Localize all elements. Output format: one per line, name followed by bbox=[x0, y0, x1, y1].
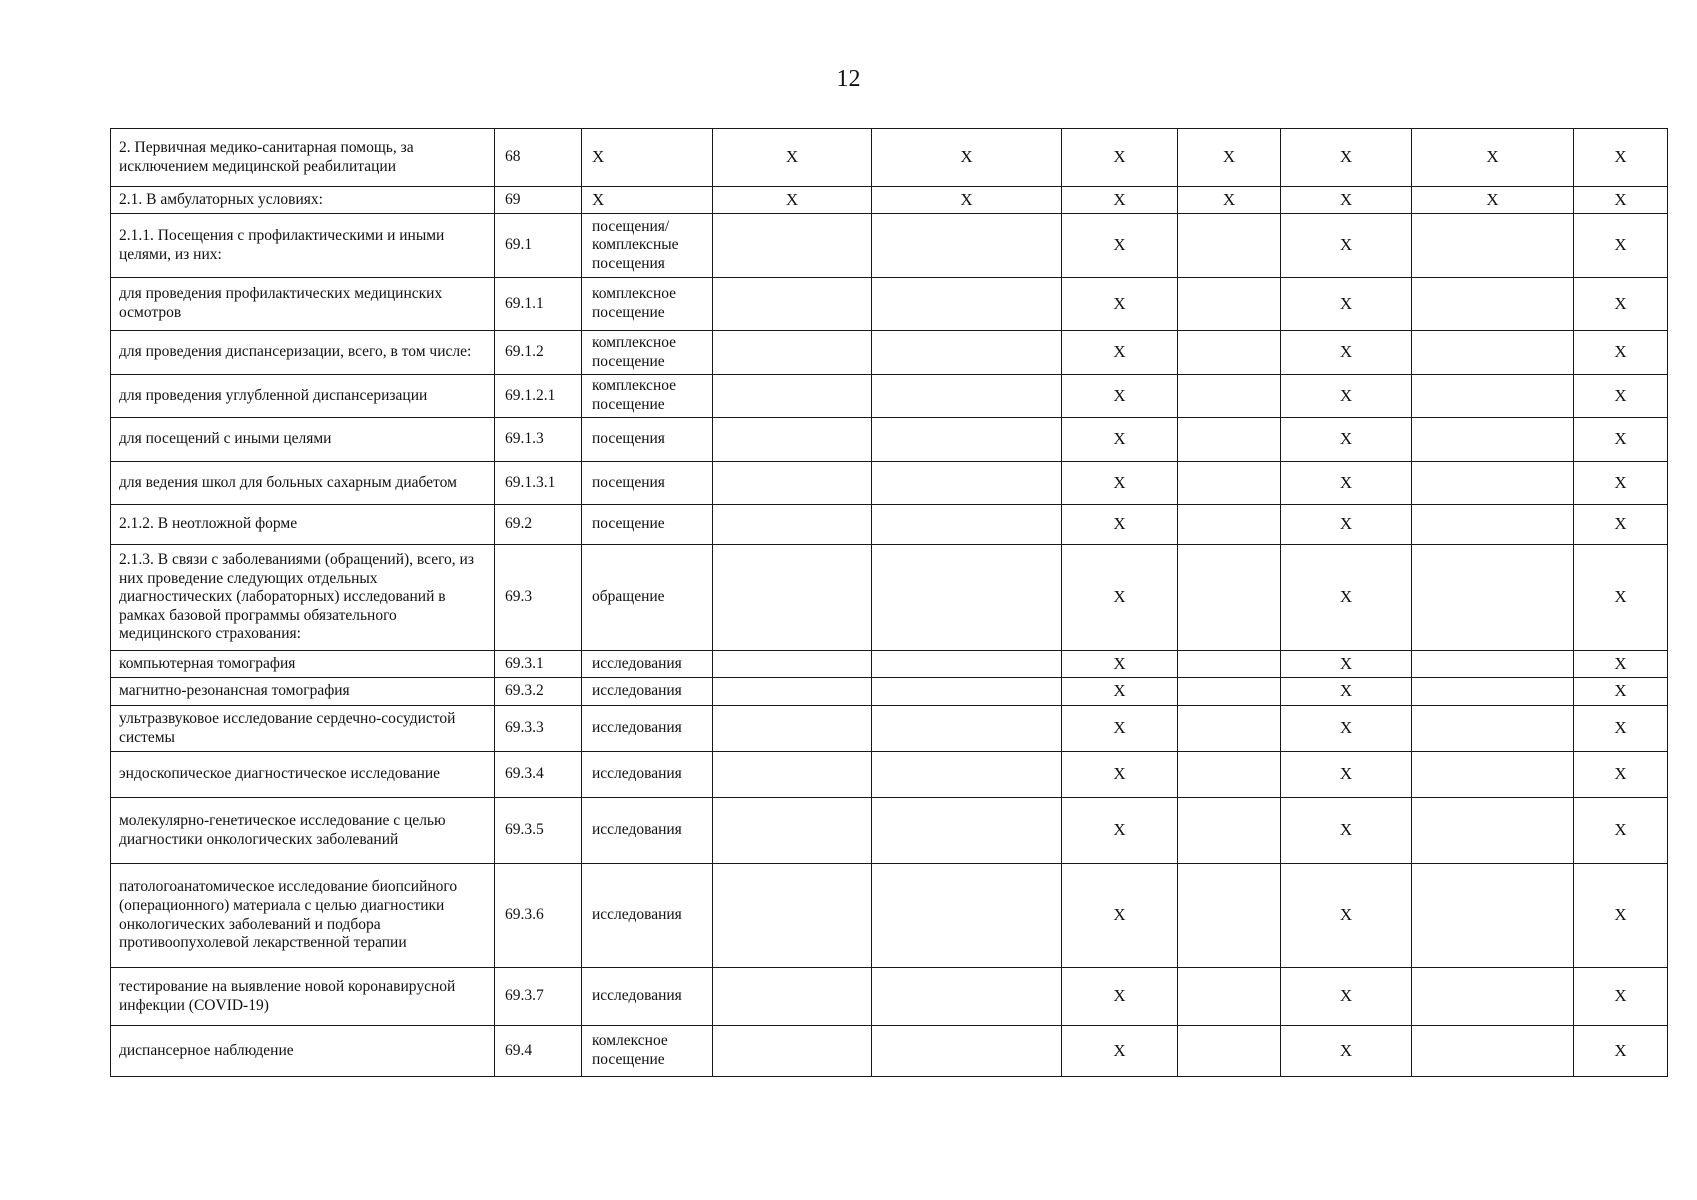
row-code: 69.3.5 bbox=[495, 798, 582, 864]
cell-col10: Х bbox=[1574, 545, 1668, 651]
row-unit: посещения bbox=[582, 462, 713, 505]
cell-col5 bbox=[872, 545, 1062, 651]
cell-col5 bbox=[872, 375, 1062, 418]
cell-col4 bbox=[713, 651, 872, 678]
row-unit: исследования bbox=[582, 752, 713, 798]
row-unit: исследования bbox=[582, 678, 713, 706]
page-number: 12 bbox=[836, 66, 861, 92]
row-unit: комплексное посещение bbox=[582, 375, 713, 418]
row-name: тестирование на выявление новой коронавирусной инфекции (COVID-19) bbox=[111, 968, 495, 1026]
cell-col6: Х bbox=[1062, 678, 1178, 706]
cell-col7: Х bbox=[1178, 187, 1281, 214]
cell-col9 bbox=[1412, 214, 1574, 278]
table-row bbox=[111, 752, 1668, 798]
row-unit: комлексное посещение bbox=[582, 1026, 713, 1077]
cell-col10: Х bbox=[1574, 752, 1668, 798]
cell-col4 bbox=[713, 968, 872, 1026]
cell-col7 bbox=[1178, 278, 1281, 331]
table-row bbox=[111, 375, 1668, 418]
cell-col8: Х bbox=[1281, 678, 1412, 706]
row-unit: комплексное посещение bbox=[582, 278, 713, 331]
cell-col7 bbox=[1178, 798, 1281, 864]
cell-col9 bbox=[1412, 278, 1574, 331]
cell-col9: Х bbox=[1412, 129, 1574, 187]
row-code: 69.3.2 bbox=[495, 678, 582, 706]
row-unit: исследования bbox=[582, 864, 713, 968]
cell-col10: Х bbox=[1574, 651, 1668, 678]
table-row bbox=[111, 545, 1668, 651]
row-unit: посещения/ комплексные посещения bbox=[582, 214, 713, 278]
table-row bbox=[111, 214, 1668, 278]
cell-col7 bbox=[1178, 651, 1281, 678]
table-row bbox=[111, 1026, 1668, 1077]
row-code: 69.3.4 bbox=[495, 752, 582, 798]
cell-col7 bbox=[1178, 462, 1281, 505]
cell-col9 bbox=[1412, 462, 1574, 505]
row-name: 2.1.1. Посещения с профилактическими и иными целями, из них: bbox=[111, 214, 495, 278]
row-code: 69.1.1 bbox=[495, 278, 582, 331]
row-code: 69.3.6 bbox=[495, 864, 582, 968]
cell-col6: Х bbox=[1062, 752, 1178, 798]
cell-col9: Х bbox=[1412, 187, 1574, 214]
row-unit: посещение bbox=[582, 505, 713, 545]
cell-col7: Х bbox=[1178, 129, 1281, 187]
cell-col4: Х bbox=[713, 129, 872, 187]
table-row bbox=[111, 505, 1668, 545]
row-name: 2. Первичная медико-санитарная помощь, за исключением медицинской реабилитации bbox=[111, 129, 495, 187]
cell-col9 bbox=[1412, 505, 1574, 545]
cell-col8: Х bbox=[1281, 462, 1412, 505]
cell-col5 bbox=[872, 505, 1062, 545]
cell-col10: Х bbox=[1574, 129, 1668, 187]
cell-col6: Х bbox=[1062, 798, 1178, 864]
cell-col4 bbox=[713, 706, 872, 752]
cell-col6: Х bbox=[1062, 462, 1178, 505]
table-row bbox=[111, 706, 1668, 752]
cell-col4 bbox=[713, 752, 872, 798]
cell-col5 bbox=[872, 462, 1062, 505]
cell-col7 bbox=[1178, 375, 1281, 418]
cell-col7 bbox=[1178, 214, 1281, 278]
row-unit: комплексное посещение bbox=[582, 331, 713, 375]
cell-col8: Х bbox=[1281, 187, 1412, 214]
cell-col5 bbox=[872, 418, 1062, 462]
cell-col6: Х bbox=[1062, 968, 1178, 1026]
row-name: молекулярно-генетическое исследование с целью диагностики онкологических заболеваний bbox=[111, 798, 495, 864]
table-row bbox=[111, 678, 1668, 706]
cell-col5 bbox=[872, 968, 1062, 1026]
cell-col10: Х bbox=[1574, 214, 1668, 278]
cell-col10: Х bbox=[1574, 278, 1668, 331]
cell-col4 bbox=[713, 331, 872, 375]
row-code: 69.1 bbox=[495, 214, 582, 278]
cell-col4 bbox=[713, 214, 872, 278]
cell-col6: Х bbox=[1062, 545, 1178, 651]
row-name: для ведения школ для больных сахарным диабетом bbox=[111, 462, 495, 505]
cell-col8: Х bbox=[1281, 968, 1412, 1026]
cell-col4 bbox=[713, 278, 872, 331]
row-code: 69.4 bbox=[495, 1026, 582, 1077]
row-code: 68 bbox=[495, 129, 582, 187]
row-name: для проведения профилактических медицинских осмотров bbox=[111, 278, 495, 331]
row-name: магнитно-резонансная томография bbox=[111, 678, 495, 706]
row-code: 69.1.3.1 bbox=[495, 462, 582, 505]
cell-col8: Х bbox=[1281, 798, 1412, 864]
row-name: эндоскопическое диагностическое исследование bbox=[111, 752, 495, 798]
cell-col4 bbox=[713, 418, 872, 462]
medical-care-table bbox=[110, 128, 1668, 1077]
cell-col8: Х bbox=[1281, 418, 1412, 462]
row-name: 2.1.2. В неотложной форме bbox=[111, 505, 495, 545]
cell-col7 bbox=[1178, 331, 1281, 375]
row-code: 69.1.2.1 bbox=[495, 375, 582, 418]
cell-col7 bbox=[1178, 418, 1281, 462]
cell-col10: Х bbox=[1574, 706, 1668, 752]
cell-col6: Х bbox=[1062, 278, 1178, 331]
cell-col8: Х bbox=[1281, 545, 1412, 651]
row-name: диспансерное наблюдение bbox=[111, 1026, 495, 1077]
cell-col8: Х bbox=[1281, 651, 1412, 678]
cell-col4: Х bbox=[713, 187, 872, 214]
cell-col7 bbox=[1178, 505, 1281, 545]
cell-col4 bbox=[713, 678, 872, 706]
table-row bbox=[111, 278, 1668, 331]
cell-col5 bbox=[872, 678, 1062, 706]
cell-col5 bbox=[872, 331, 1062, 375]
table-row bbox=[111, 798, 1668, 864]
cell-col9 bbox=[1412, 864, 1574, 968]
row-code: 69.3.1 bbox=[495, 651, 582, 678]
cell-col5 bbox=[872, 752, 1062, 798]
cell-col6: Х bbox=[1062, 187, 1178, 214]
table-row bbox=[111, 651, 1668, 678]
row-name: 2.1.3. В связи с заболеваниями (обращений), всего, из них проведение следующих отдельных диагностических (лабораторных) исследований в рамках базовой программы обязательного медицинского страхования: bbox=[111, 545, 495, 651]
row-code: 69 bbox=[495, 187, 582, 214]
cell-col7 bbox=[1178, 752, 1281, 798]
row-unit: посещения bbox=[582, 418, 713, 462]
cell-col5 bbox=[872, 651, 1062, 678]
table-row bbox=[111, 864, 1668, 968]
cell-col8: Х bbox=[1281, 375, 1412, 418]
cell-col8: Х bbox=[1281, 214, 1412, 278]
cell-col10: Х bbox=[1574, 462, 1668, 505]
row-name: для посещений с иными целями bbox=[111, 418, 495, 462]
cell-col8: Х bbox=[1281, 752, 1412, 798]
cell-col8: Х bbox=[1281, 864, 1412, 968]
row-code: 69.3 bbox=[495, 545, 582, 651]
cell-col4 bbox=[713, 462, 872, 505]
cell-col4 bbox=[713, 1026, 872, 1077]
cell-col9 bbox=[1412, 331, 1574, 375]
cell-col7 bbox=[1178, 678, 1281, 706]
cell-col5: Х bbox=[872, 129, 1062, 187]
row-unit: Х bbox=[582, 129, 713, 187]
table-row bbox=[111, 462, 1668, 505]
cell-col6: Х bbox=[1062, 651, 1178, 678]
cell-col6: Х bbox=[1062, 864, 1178, 968]
row-name: для проведения углубленной диспансеризации bbox=[111, 375, 495, 418]
cell-col6: Х bbox=[1062, 505, 1178, 545]
row-unit: исследования bbox=[582, 798, 713, 864]
cell-col9 bbox=[1412, 418, 1574, 462]
cell-col10: Х bbox=[1574, 505, 1668, 545]
row-unit: обращение bbox=[582, 545, 713, 651]
cell-col7 bbox=[1178, 968, 1281, 1026]
cell-col10: Х bbox=[1574, 968, 1668, 1026]
cell-col7 bbox=[1178, 545, 1281, 651]
cell-col6: Х bbox=[1062, 418, 1178, 462]
cell-col5 bbox=[872, 864, 1062, 968]
cell-col8: Х bbox=[1281, 1026, 1412, 1077]
cell-col10: Х bbox=[1574, 375, 1668, 418]
row-name: компьютерная томография bbox=[111, 651, 495, 678]
table-row bbox=[111, 418, 1668, 462]
row-code: 69.1.2 bbox=[495, 331, 582, 375]
cell-col6: Х bbox=[1062, 129, 1178, 187]
row-code: 69.3.3 bbox=[495, 706, 582, 752]
row-name: для проведения диспансеризации, всего, в том числе: bbox=[111, 331, 495, 375]
cell-col5 bbox=[872, 706, 1062, 752]
cell-col9 bbox=[1412, 706, 1574, 752]
row-unit: исследования bbox=[582, 706, 713, 752]
cell-col7 bbox=[1178, 864, 1281, 968]
cell-col5 bbox=[872, 1026, 1062, 1077]
row-unit: исследования bbox=[582, 968, 713, 1026]
cell-col9 bbox=[1412, 1026, 1574, 1077]
cell-col4 bbox=[713, 505, 872, 545]
cell-col9 bbox=[1412, 545, 1574, 651]
cell-col6: Х bbox=[1062, 214, 1178, 278]
cell-col6: Х bbox=[1062, 1026, 1178, 1077]
row-name: 2.1. В амбулаторных условиях: bbox=[111, 187, 495, 214]
cell-col10: Х bbox=[1574, 864, 1668, 968]
cell-col7 bbox=[1178, 1026, 1281, 1077]
cell-col9 bbox=[1412, 375, 1574, 418]
cell-col4 bbox=[713, 864, 872, 968]
cell-col5 bbox=[872, 278, 1062, 331]
cell-col10: Х bbox=[1574, 418, 1668, 462]
cell-col4 bbox=[713, 545, 872, 651]
row-name: патологоанатомическое исследование биопсийного (операционного) материала с целью диагностики онкологических заболеваний и подбора противоопухолевой лекарственной терапии bbox=[111, 864, 495, 968]
cell-col5 bbox=[872, 798, 1062, 864]
table-row bbox=[111, 129, 1668, 187]
cell-col9 bbox=[1412, 651, 1574, 678]
cell-col9 bbox=[1412, 752, 1574, 798]
cell-col10: Х bbox=[1574, 187, 1668, 214]
cell-col8: Х bbox=[1281, 331, 1412, 375]
table-body bbox=[111, 129, 1668, 1077]
table-row bbox=[111, 331, 1668, 375]
cell-col10: Х bbox=[1574, 1026, 1668, 1077]
cell-col8: Х bbox=[1281, 129, 1412, 187]
cell-col7 bbox=[1178, 706, 1281, 752]
table-row bbox=[111, 187, 1668, 214]
cell-col9 bbox=[1412, 968, 1574, 1026]
cell-col10: Х bbox=[1574, 678, 1668, 706]
cell-col8: Х bbox=[1281, 706, 1412, 752]
row-name: ультразвуковое исследование сердечно-сосудистой системы bbox=[111, 706, 495, 752]
cell-col4 bbox=[713, 798, 872, 864]
cell-col6: Х bbox=[1062, 375, 1178, 418]
row-code: 69.3.7 bbox=[495, 968, 582, 1026]
table-row bbox=[111, 968, 1668, 1026]
cell-col6: Х bbox=[1062, 331, 1178, 375]
cell-col5 bbox=[872, 214, 1062, 278]
cell-col6: Х bbox=[1062, 706, 1178, 752]
row-code: 69.2 bbox=[495, 505, 582, 545]
cell-col5: Х bbox=[872, 187, 1062, 214]
cell-col10: Х bbox=[1574, 798, 1668, 864]
cell-col8: Х bbox=[1281, 505, 1412, 545]
cell-col4 bbox=[713, 375, 872, 418]
row-unit: исследования bbox=[582, 651, 713, 678]
cell-col10: Х bbox=[1574, 331, 1668, 375]
cell-col8: Х bbox=[1281, 278, 1412, 331]
row-unit: Х bbox=[582, 187, 713, 214]
row-code: 69.1.3 bbox=[495, 418, 582, 462]
cell-col9 bbox=[1412, 798, 1574, 864]
cell-col9 bbox=[1412, 678, 1574, 706]
